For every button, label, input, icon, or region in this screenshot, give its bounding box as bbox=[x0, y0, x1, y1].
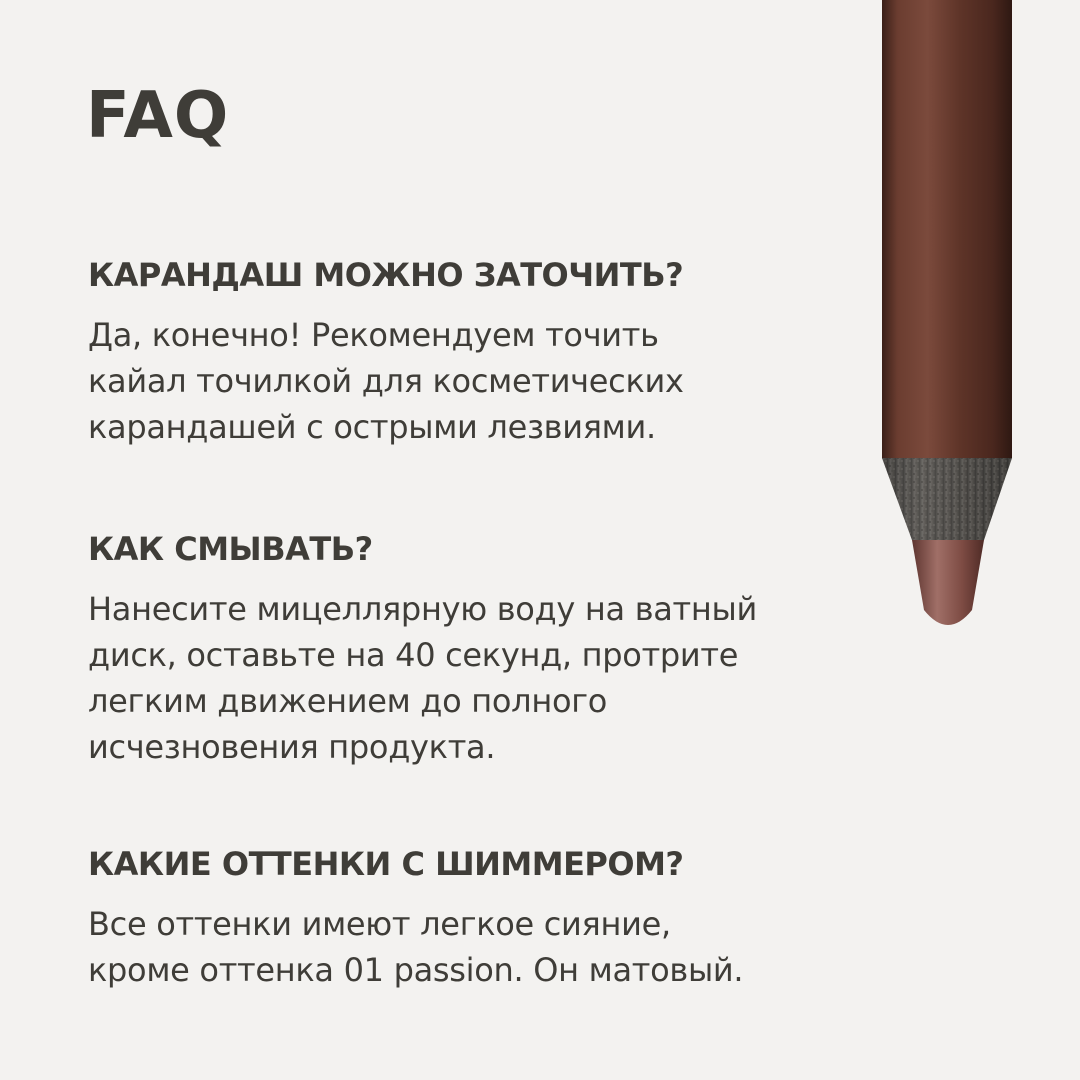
eyeliner-pencil-icon bbox=[872, 0, 1022, 640]
faq-question: КАРАНДАШ МОЖНО ЗАТОЧИТЬ? bbox=[88, 256, 684, 294]
faq-answer-line: карандашей с острыми лезвиями. bbox=[88, 408, 656, 447]
faq-answer-line: Да, конечно! Рекомендуем точить bbox=[88, 316, 659, 355]
page-title: FAQ bbox=[86, 79, 230, 153]
faq-item-remove bbox=[88, 530, 828, 770]
faq-item-sharpen bbox=[88, 256, 828, 450]
faq-item-shimmer bbox=[88, 845, 828, 993]
faq-answer bbox=[88, 586, 828, 770]
faq-answer-line: диск, оставьте на 40 секунд, протрите bbox=[88, 636, 739, 675]
faq-answer bbox=[88, 901, 828, 993]
faq-answer bbox=[88, 312, 828, 450]
faq-question: КАКИЕ ОТТЕНКИ С ШИММЕРОМ? bbox=[88, 845, 684, 883]
faq-answer-line: исчезновения продукта. bbox=[88, 728, 496, 767]
faq-answer-line: Все оттенки имеют легкое сияние, bbox=[88, 905, 671, 944]
faq-answer-line: кайал точилкой для косметических bbox=[88, 362, 684, 401]
faq-question: КАК СМЫВАТЬ? bbox=[88, 530, 373, 568]
faq-answer-line: кроме оттенка 01 passion. Он матовый. bbox=[88, 951, 744, 990]
faq-answer-line: легким движением до полного bbox=[88, 682, 608, 721]
faq-answer-line: Нанесите мицеллярную воду на ватный bbox=[88, 590, 757, 629]
